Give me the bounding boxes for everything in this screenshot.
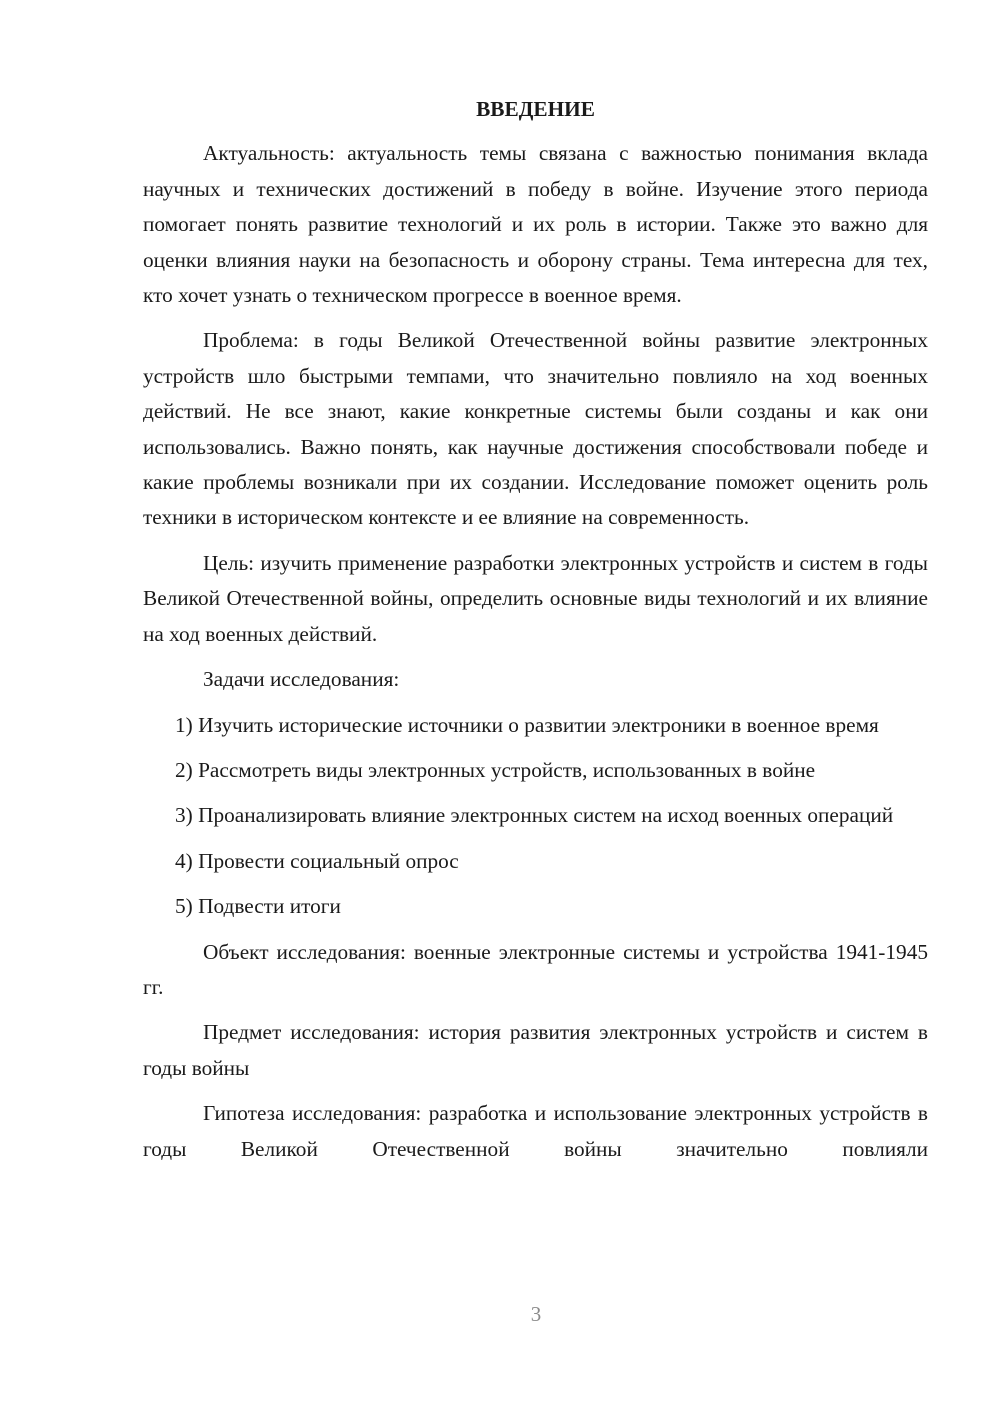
page-number: 3 (530, 1302, 542, 1326)
task-item: 4) Провести социальный опрос (175, 848, 459, 873)
task-item: 1) Изучить исторические источники о развитии электроники в военное время (175, 712, 879, 737)
relevance-paragraph: Актуальность: актуальность темы связана с важностью понимания вклада научных и технических достижений в победу в войне. Изучение этого периода помогает понять развитие технологий и их роль в истории. Также это важно для оценки влияния науки на безопасность и оборону страны. Тема интересна для тех, кто хочет узнать о техническом прогрессе в военное время. (143, 141, 928, 308)
problem-paragraph: Проблема: в годы Великой Отечественной войны развитие электронных устройств шло быстрыми темпами, что значительно повлияло на ход военных действий. Не все знают, какие конкретные системы были созданы и как они использовались. Важно понять, как научные достижения способствовали победе и какие проблемы возникали при их создании. Исследование поможет оценить роль техники в историческом контексте и ее влияние на современность. (143, 328, 928, 530)
section-title: ВВЕДЕНИЕ (476, 97, 595, 121)
object-paragraph: Объект исследования: военные электронные системы и устройства 1941-1945 гг. (143, 939, 928, 999)
task-item: 3) Проанализировать влияние электронных систем на исход военных операций (175, 803, 894, 828)
tasks-heading: Задачи исследования: (203, 667, 400, 692)
subject-paragraph: Предмет исследования: история развития электронных устройств и систем в годы войны (143, 1020, 928, 1080)
hypothesis-paragraph: Гипотеза исследования: разработка и использование электронных устройств в годы Великой Отечественной войны значительно повлияли (143, 1101, 928, 1161)
document-page (143, 92, 928, 1177)
task-item: 5) Подвести итоги (175, 894, 341, 919)
goal-paragraph: Цель: изучить применение разработки электронных устройств и систем в годы Великой Отечественной войны, определить основные виды технологий и их влияние на ход военных действий. (143, 550, 928, 646)
task-item: 2) Рассмотреть виды электронных устройств, использованных в войне (175, 757, 816, 782)
